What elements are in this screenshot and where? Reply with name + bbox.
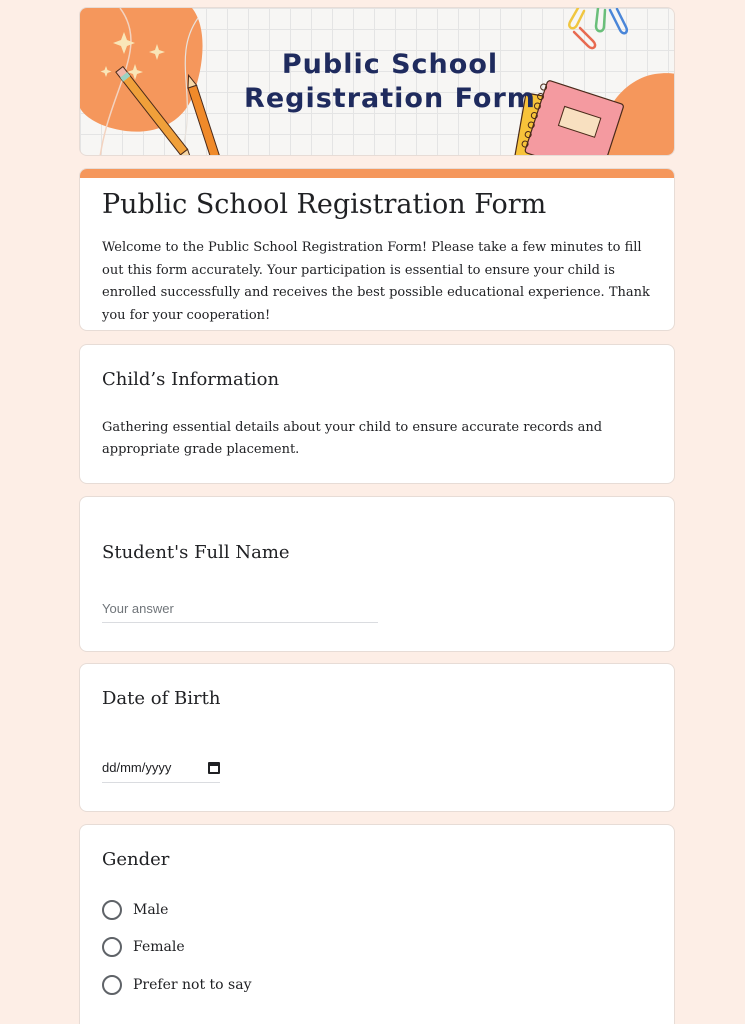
form-header-card bbox=[79, 168, 675, 331]
banner-title-line-1: Public School bbox=[281, 49, 499, 80]
gender-option-prefer-not-to-say[interactable] bbox=[102, 974, 251, 996]
calendar-icon[interactable] bbox=[208, 762, 220, 774]
header-banner bbox=[79, 7, 675, 156]
option-label: Prefer not to say bbox=[133, 977, 252, 993]
form-description: Welcome to the Public School Registration Form! Please take a few minutes to fill out this form accurately. Your participation is essential to ensure your child is enrolled successfully and receives the best possible educational experience. Thank you for your cooperation! bbox=[102, 240, 650, 323]
question-title-date-of-birth: Date of Birth bbox=[102, 688, 221, 709]
gender-option-female[interactable] bbox=[102, 936, 185, 958]
radio-button[interactable] bbox=[102, 975, 122, 995]
section-description: Gathering essential details about your child to ensure accurate records and appropriate grade placement. bbox=[102, 420, 603, 457]
radio-button[interactable] bbox=[102, 937, 122, 957]
radio-button[interactable] bbox=[102, 900, 122, 920]
form-title: Public School Registration Form bbox=[102, 189, 547, 220]
gender-option-male[interactable] bbox=[102, 899, 168, 921]
question-title-gender: Gender bbox=[102, 849, 170, 870]
option-label: Male bbox=[133, 902, 169, 918]
question-card-full-name bbox=[79, 496, 675, 652]
section-title: Child’s Information bbox=[102, 369, 280, 390]
date-format-text: dd/mm/yyyy bbox=[102, 760, 172, 775]
question-card-date-of-birth bbox=[79, 663, 675, 812]
banner-title bbox=[240, 48, 540, 116]
banner-title-line-2: Registration Form bbox=[244, 83, 536, 114]
full-name-input[interactable]: Your answer bbox=[102, 597, 378, 623]
question-card-gender bbox=[79, 824, 675, 1024]
date-of-birth-input[interactable] bbox=[102, 757, 220, 783]
question-title-full-name: Student's Full Name bbox=[102, 542, 290, 563]
header-accent-bar bbox=[80, 169, 674, 178]
option-label: Female bbox=[133, 939, 185, 955]
section-card-childs-information bbox=[79, 344, 675, 484]
